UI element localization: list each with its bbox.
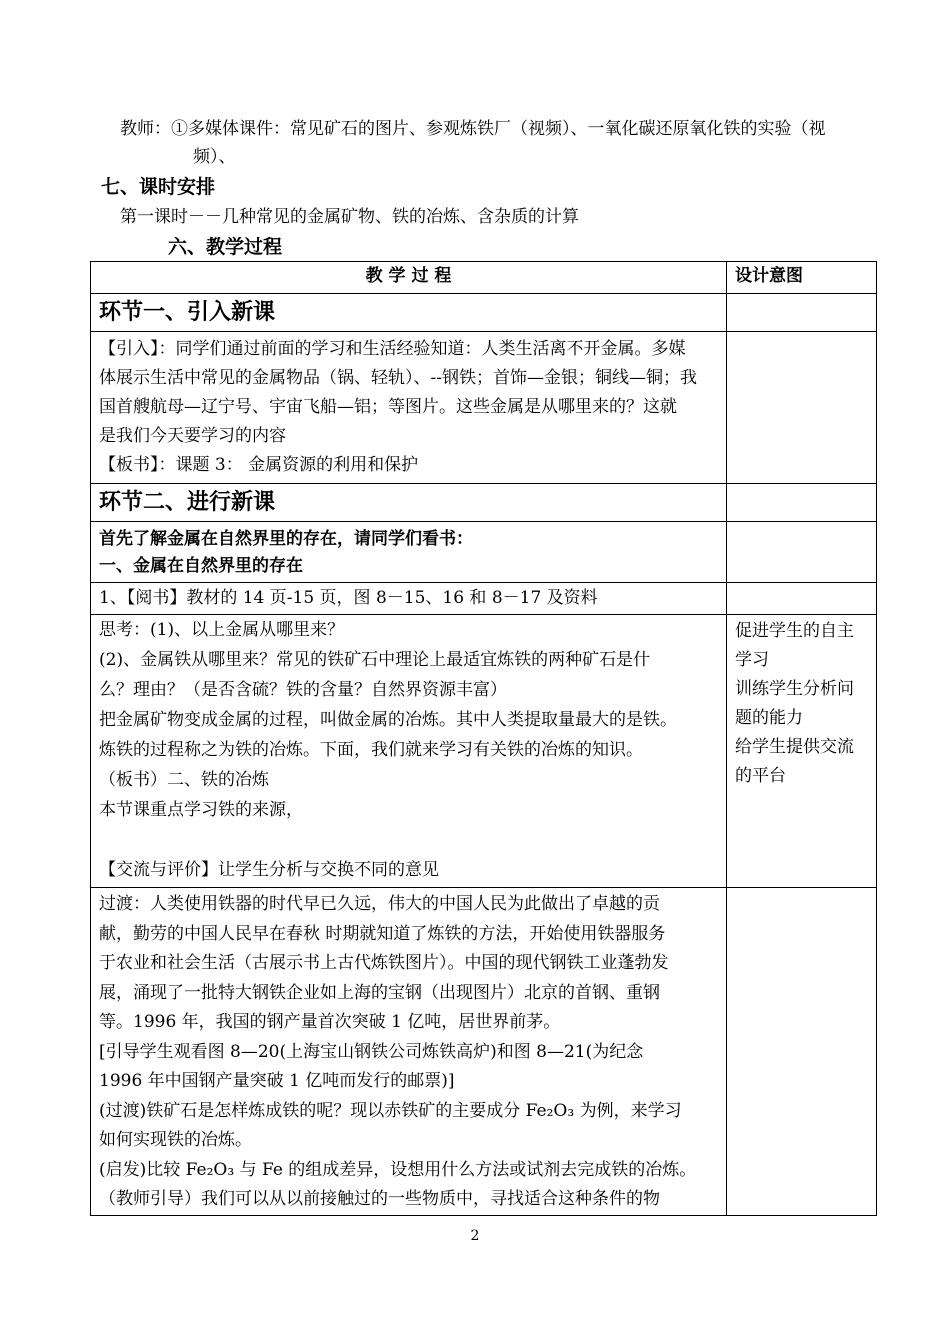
design-intent-cell — [727, 615, 877, 888]
transition-line: 等。1996 年，我国的钢产量首次突破 1 亿吨，居世界前茅。 — [99, 1012, 561, 1032]
teaching-process-table — [90, 261, 877, 1216]
thinking-row — [91, 615, 877, 888]
thinking-content — [91, 615, 727, 888]
think-line: 么？理由？（是否含硫？铁的含量？自然界资源丰富） — [99, 680, 507, 700]
transition-line: (启发)比较 Fe₂O₃ 与 Fe 的组成差异，设想用什么方法或试剂去完成铁的冶炼。 — [99, 1159, 697, 1180]
reading-line: 1、【阅书】教材的 14 页-15 页，图 8－15、16 和 8－17 及资料 — [91, 583, 727, 615]
design-line: 的平台 — [735, 766, 786, 786]
intro-line: 是我们今天要学习的内容 — [99, 426, 286, 446]
transition-row — [91, 888, 877, 1216]
existence-row — [91, 522, 877, 583]
transition-line: 如何实现铁的冶炼。 — [99, 1130, 252, 1150]
transition-line: 献，勤劳的中国人民早在春秋 时期就知道了炼铁的方法，开始使用铁器服务 — [99, 923, 666, 944]
transition-line: （教师引导）我们可以从以前接触过的一些物质中，寻找适合这种条件的物 — [99, 1189, 660, 1209]
think-line: 思考：(1)、以上金属从哪里来？ — [99, 620, 345, 640]
exchange-line: 【交流与评价】让学生分析与交换不同的意见 — [99, 860, 439, 880]
stage1-title: 环节一、引入新课 — [91, 294, 727, 332]
board-note-1: 【板书】：课题 3： 金属资源的利用和保护 — [99, 455, 419, 475]
transition-line: 展，涌现了一批特大钢铁企业如上海的宝钢（出现图片）北京的首钢、重钢 — [99, 982, 660, 1003]
intro-row — [91, 332, 877, 484]
design-line: 给学生提供交流 — [735, 737, 854, 757]
think-line: 把金属矿物变成金属的过程，叫做金属的冶炼。其中人类提取量最大的是铁。 — [99, 710, 677, 730]
stage2-title: 环节二、进行新课 — [91, 484, 727, 522]
think-line: （板书）二、铁的冶炼 — [99, 770, 269, 790]
section7-title: 七、课时安排 — [101, 176, 216, 198]
transition-line: 过渡：人类使用铁器的时代早已久远，伟大的中国人民为此做出了卓越的贡 — [99, 894, 660, 914]
teacher-materials-line1: 教师：①多媒体课件：常见矿石的图片、参观炼铁厂（视频）、一氧化碳还原氧化铁的实验（视 — [120, 119, 826, 139]
intro-line: 【引入】：同学们通过前面的学习和生活经验知道：人类生活离不开金属。多媒 — [99, 339, 686, 359]
stage1-row — [91, 294, 877, 332]
reading-row — [91, 583, 877, 615]
section6-title: 六、教学过程 — [168, 236, 283, 258]
design-line: 促进学生的自主 — [735, 621, 854, 641]
teacher-materials-line2: 频）、 — [193, 147, 236, 167]
design-line: 学习 — [735, 650, 769, 670]
table-header-row — [91, 262, 877, 294]
think-line: 本节课重点学习铁的来源， — [99, 800, 303, 820]
intro-line: 国首艘航母—辽宁号、宇宙飞船—铝；等图片。这些金属是从哪里来的？这就 — [99, 397, 677, 417]
transition-content — [91, 888, 727, 1216]
existence-heading: 一、金属在自然界里的存在 — [99, 556, 303, 576]
think-line: 炼铁的过程称之为铁的冶炼。下面，我们就来学习有关铁的冶炼的知识。 — [99, 740, 643, 760]
design-column-header: 设计意图 — [727, 262, 877, 294]
transition-line: [引导学生观看图 8—20(上海宝山钢铁公司炼铁高炉)和图 8—21(为纪念 — [99, 1041, 644, 1062]
intro-line: 体展示生活中常见的金属物品（锅、轻轨）、--钢铁；首饰—金银；铜线—铜；我 — [99, 368, 697, 388]
intro-content — [91, 332, 727, 484]
stage2-row — [91, 484, 877, 522]
think-line: (2)、金属铁从哪里来？常见的铁矿石中理论上最适宜炼铁的两种矿石是什 — [99, 650, 651, 670]
process-column-header: 教 学 过 程 — [91, 262, 727, 294]
section7-text: 第一课时－－几种常见的金属矿物、铁的冶炼、含杂质的计算 — [120, 207, 579, 227]
page-number: 2 — [470, 1228, 480, 1244]
transition-line: 1996 年中国钢产量突破 1 亿吨而发行的邮票)] — [99, 1071, 455, 1091]
existence-intro: 首先了解金属在自然界里的存在，请同学们看书： — [99, 529, 473, 549]
transition-line: 于农业和社会生活（古展示书上古代炼铁图片）。中国的现代钢铁工业蓬勃发 — [99, 953, 669, 973]
transition-line: (过渡)铁矿石是怎样炼成铁的呢？现以赤铁矿的主要成分 Fe₂O₃ 为例，来学习 — [99, 1100, 682, 1121]
design-line: 训练学生分析问 — [735, 679, 854, 699]
design-line: 题的能力 — [735, 708, 803, 728]
